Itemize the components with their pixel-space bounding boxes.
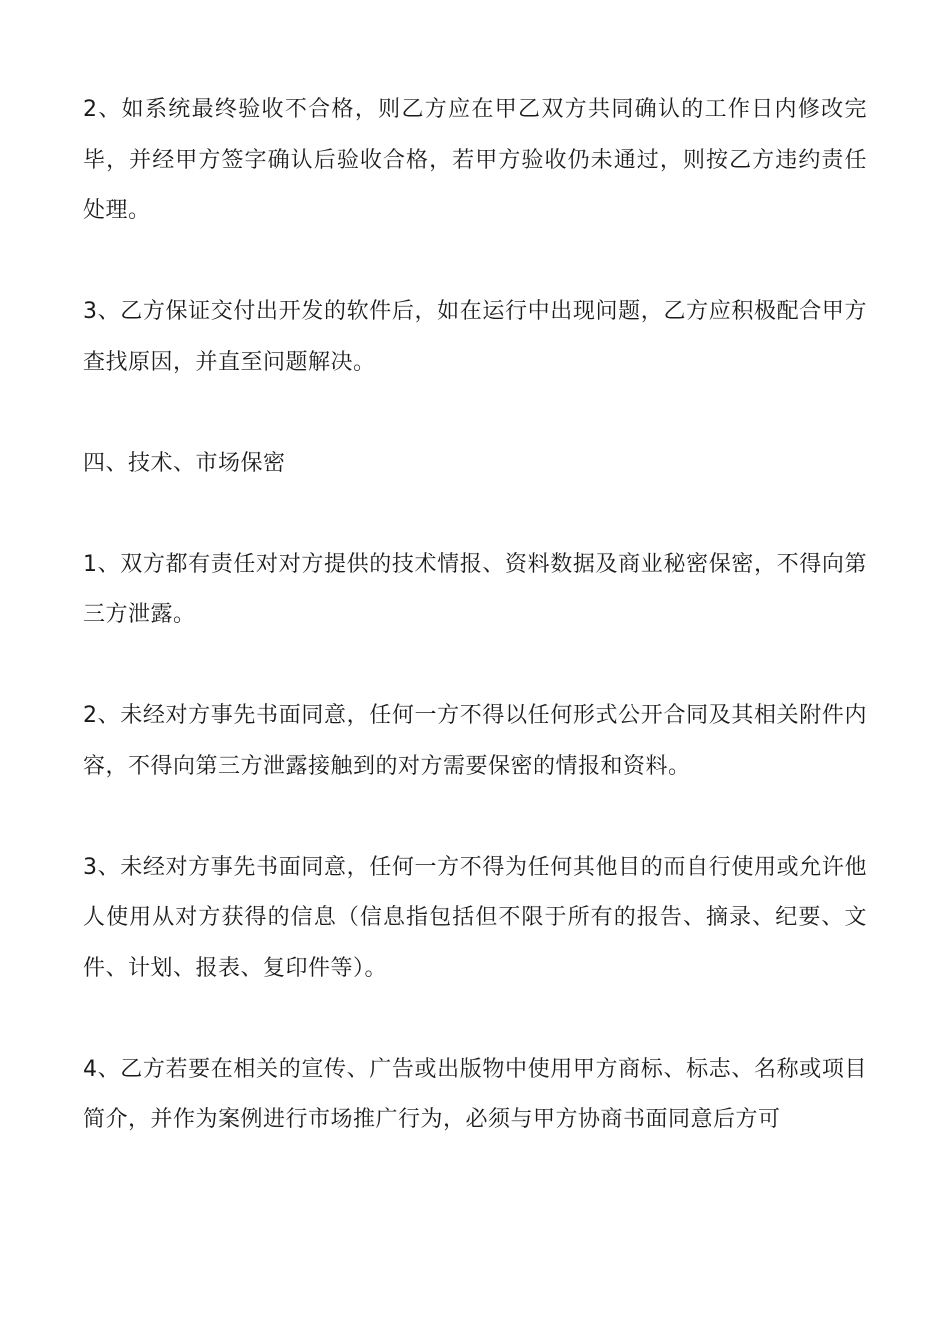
acceptance-clause-3: 3、乙方保证交付出开发的软件后，如在运行中出现问题，乙方应积极配合甲方查找原因，并直至问题解决。	[83, 299, 867, 375]
acceptance-clause-2: 2、如系统最终验收不合格，则乙方应在甲乙双方共同确认的工作日内修改完毕，并经甲方签字确认后验收合格，若甲方验收仍未通过，则按乙方违约责任处理。	[83, 97, 867, 223]
section-heading-confidentiality: 四、技术、市场保密	[83, 450, 286, 476]
confidentiality-clause-2: 2、未经对方事先书面同意，任何一方不得以任何形式公开合同及其相关附件内容，不得向第三方泄露接触到的对方需要保密的情报和资料。	[83, 703, 867, 779]
confidentiality-clause-1: 1、双方都有责任对对方提供的技术情报、资料数据及商业秘密保密，不得向第三方泄露。	[83, 551, 867, 627]
confidentiality-clause-4: 4、乙方若要在相关的宣传、广告或出版物中使用甲方商标、标志、名称或项目简介，并作为案例进行市场推广行为，必须与甲方协商书面同意后方可	[83, 1056, 867, 1132]
confidentiality-clause-3: 3、未经对方事先书面同意，任何一方不得为任何其他目的而自行使用或允许他人使用从对方获得的信息（信息指包括但不限于所有的报告、摘录、纪要、文件、计划、报表、复印件等）。	[83, 854, 867, 981]
document-body	[83, 85, 867, 1146]
